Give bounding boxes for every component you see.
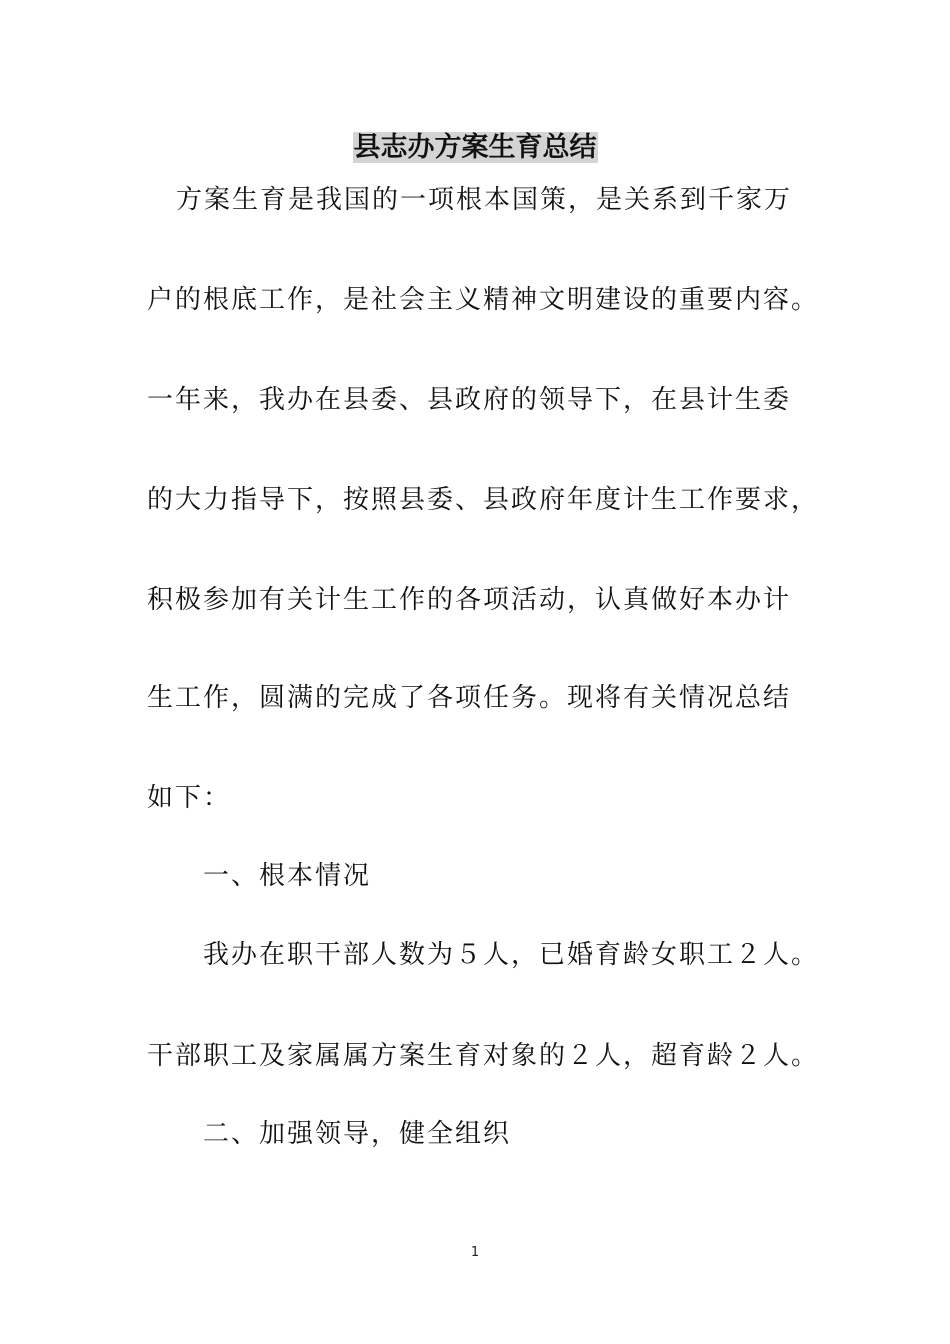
section-heading: 一、根本情况 — [203, 861, 372, 891]
paragraph-line: 方案生育是我国的一项根本国策，是关系到千家万 — [176, 185, 793, 215]
paragraph-line: 生工作，圆满的完成了各项任务。现将有关情况总结 — [147, 683, 792, 713]
paragraph-line: 积极参加有关计生工作的各项活动，认真做好本办计 — [147, 585, 792, 615]
paragraph-line: 如下： — [147, 783, 232, 813]
page-number: 1 — [470, 1245, 480, 1260]
paragraph-line: 户的根底工作，是社会主义精神文明建设的重要内容。 — [147, 285, 820, 315]
paragraph-line: 干部职工及家属属方案生育对象的２人，超育龄２人。 — [147, 1041, 820, 1071]
document-title — [0, 128, 950, 168]
document-title-text: 县志办方案生育总结 — [353, 132, 597, 163]
section-heading: 二、加强领导，健全组织 — [203, 1119, 512, 1149]
paragraph-line: 的大力指导下，按照县委、县政府年度计生工作要求， — [147, 485, 820, 515]
paragraph-line: 我办在职干部人数为５人，已婚育龄女职工２人。 — [203, 940, 820, 970]
paragraph-line: 一年来，我办在县委、县政府的领导下，在县计生委 — [147, 385, 792, 415]
